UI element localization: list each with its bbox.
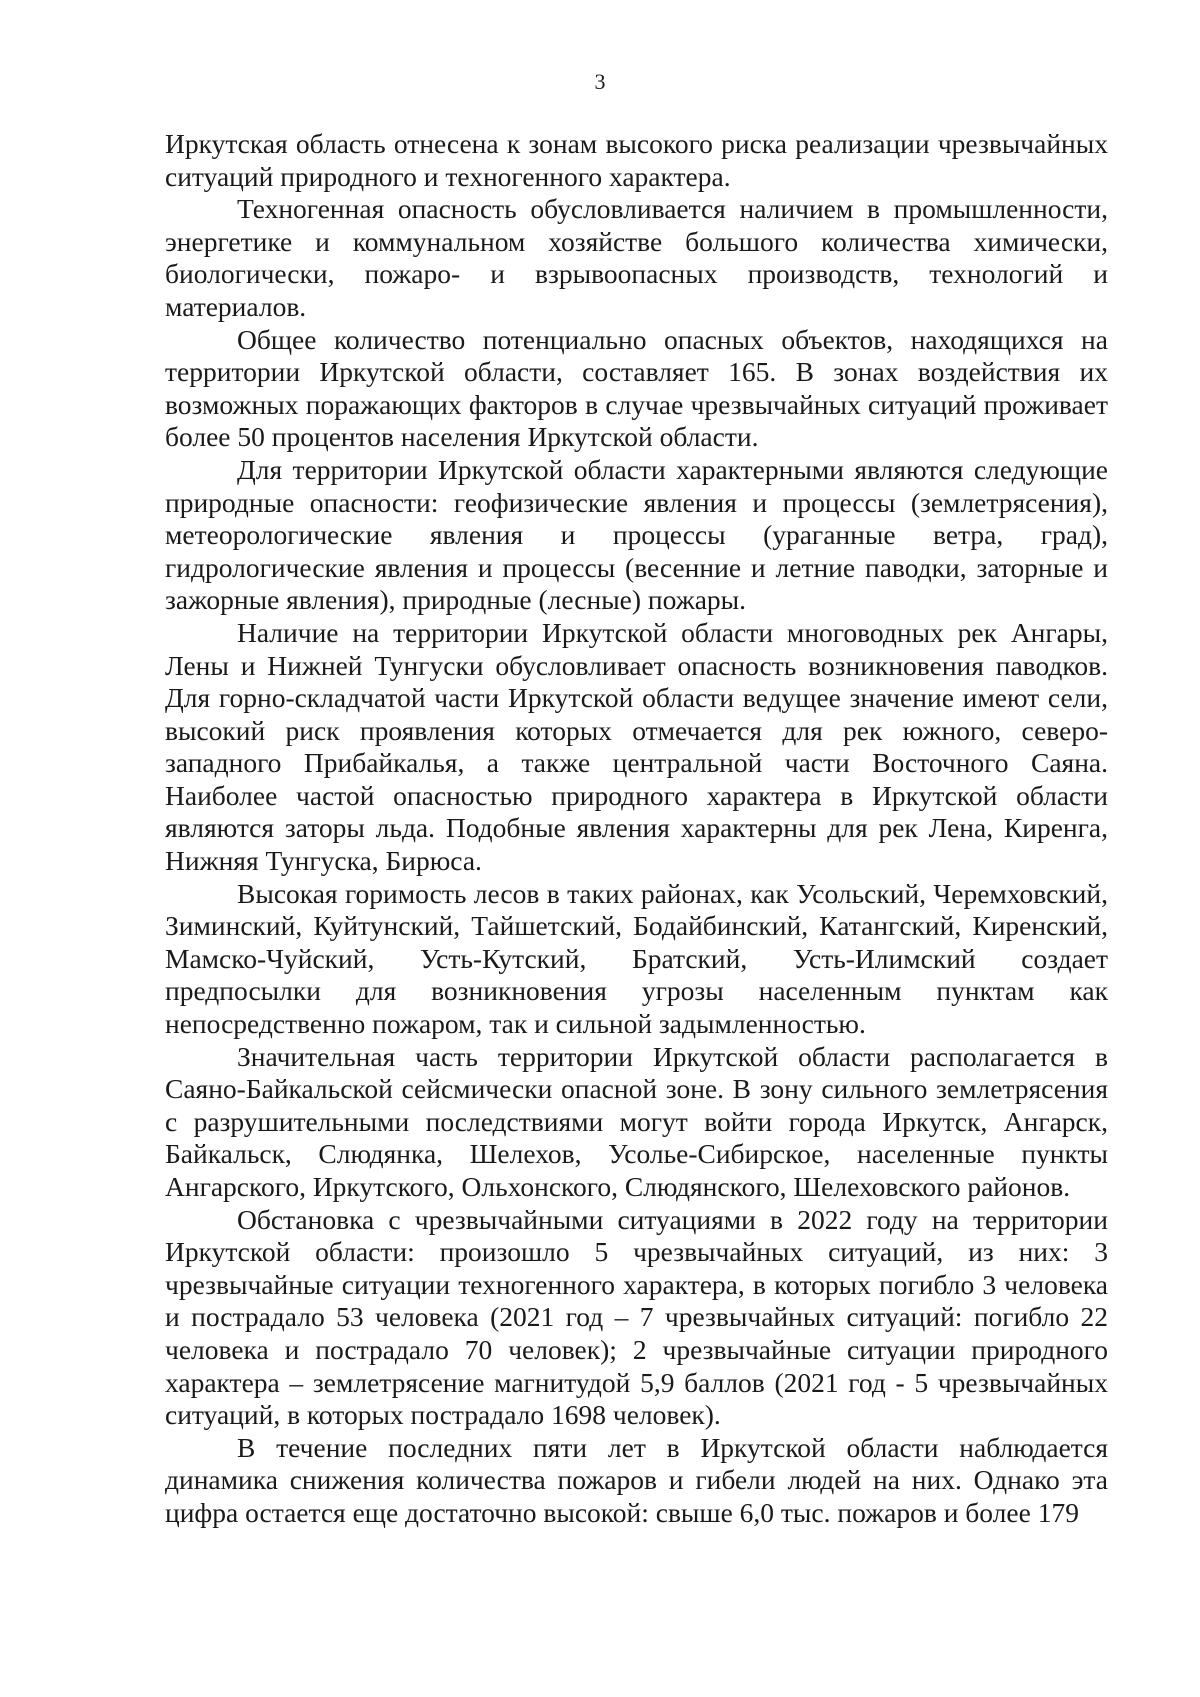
paragraph: Техногенная опасность обусловливается наличием в промышленности, энергетике и коммунальном хозяйстве большого количества химически, биологически, пожаро- и взрывоопасных производств, технологий и материалов. (165, 193, 1108, 322)
paragraph: В течение последних пяти лет в Иркутской области наблюдается динамика снижения количества пожаров и гибели людей на них. Однако эта цифра остается еще достаточно высокой: свыше 6,0 тыс. пожаров и более 179 (165, 1431, 1108, 1528)
paragraph: Общее количество потенциально опасных объектов, находящихся на территории Иркутской области, составляет 165. В зонах воздействия их возможных поражающих факторов в случае чрезвычайных ситуаций проживает более 50 процентов населения Иркутской области. (165, 323, 1108, 453)
paragraph: Наличие на территории Иркутской области многоводных рек Ангары, Лены и Нижней Тунгуски обусловливает опасность возникновения паводков. Для горно-складчатой части Иркутской области ведущее значение имеют сели, высокий риск проявления которых отмечается для рек южного, северо-западного Прибайкалья, а также центральной части Восточного Саяна. Наиболее частой опасностью природного характера в Иркутской области являются заторы льда. Подобные явления характерны для рек Лена, Киренга, Нижняя Тунгуска, Бирюса. (165, 616, 1108, 877)
paragraph: Иркутская область отнесена к зонам высокого риска реализации чрезвычайных ситуаций природного и техногенного характера. (165, 128, 1108, 192)
page-number: 3 (594, 69, 606, 94)
paragraph: Значительная часть территории Иркутской области располагается в Саяно-Байкальской сейсмически опасной зоне. В зону сильного землетрясения с разрушительными последствиями могут войти города Иркутск, Ангарск, Байкальск, Слюдянка, Шелехов, Усолье-Сибирское, населенные пункты Ангарского, Иркутского, Ольхонского, Слюдянского, Шелеховского районов. (165, 1040, 1108, 1202)
paragraph: Высокая горимость лесов в таких районах, как Усольский, Черемховский, Зиминский, Куйтунский, Тайшетский, Бодайбинский, Катангский, Киренский, Мамско-Чуйский, Усть-Кутский, Братский, Усть-Илимский создает предпосылки для возникновения угрозы населенным пунктам как непосредственно пожаром, так и сильной задымленностью. (165, 877, 1108, 1040)
document-body (165, 128, 1108, 1530)
paragraph: Обстановка с чрезвычайными ситуациями в 2022 году на территории Иркутской области: произошло 5 чрезвычайных ситуаций, из них: 3 чрезвычайные ситуации техногенного характера, в которых погибло 3 человека и пострадало 53 человека (2021 год – 7 чрезвычайных ситуаций: погибло 22 человека и пострадало 70 человек); 2 чрезвычайные ситуации природного характера – землетрясение магнитудой 5,9 баллов (2021 год - 5 чрезвычайных ситуаций, в которых пострадало 1698 человек). (165, 1203, 1108, 1431)
paragraph: Для территории Иркутской области характерными являются следующие природные опасности: геофизические явления и процессы (землетрясения), метеорологические явления и процессы (ураганные ветра, град), гидрологические явления и процессы (весенние и летние паводки, заторные и зажорные явления), природные (лесные) пожары. (165, 453, 1108, 616)
